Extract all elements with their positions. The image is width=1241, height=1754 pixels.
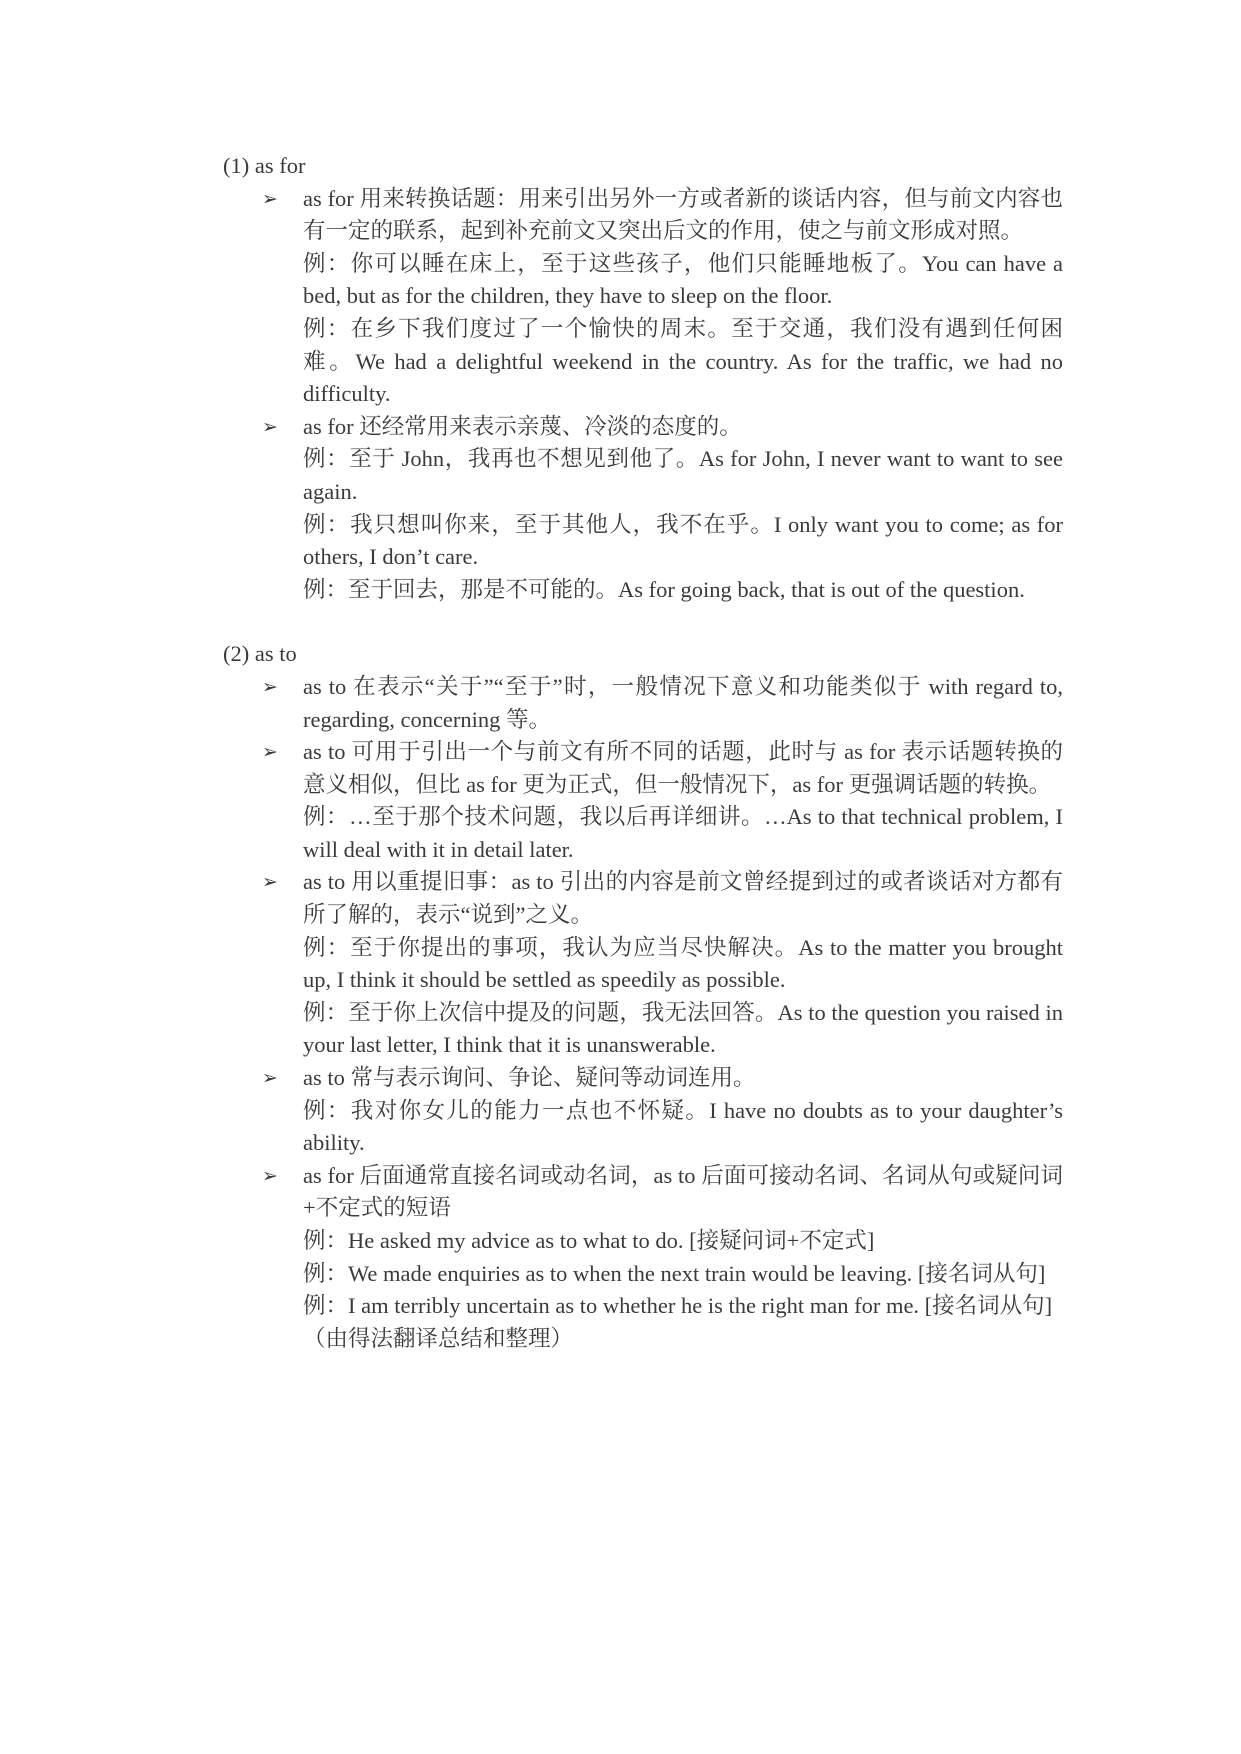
section-heading: (2) as to bbox=[223, 641, 297, 667]
list-item bbox=[223, 1160, 1063, 1323]
point-text: as for 用来转换话题：用来引出另外一方或者新的谈话内容，但与前文内容也有一定的联系，起到补充前文又突出后文的作用，使之与前文形成对照。 bbox=[303, 185, 1063, 244]
arrowhead-bullet-icon: ➢ bbox=[262, 675, 278, 698]
point-list bbox=[223, 671, 1063, 1323]
example-sentence: 例：我对你女儿的能力一点也不怀疑。I have no doubts as to your daughter’s ability. bbox=[303, 1097, 1063, 1156]
document-content bbox=[223, 150, 1063, 1355]
arrowhead-bullet-icon: ➢ bbox=[262, 415, 278, 438]
section-as-for bbox=[223, 150, 1063, 606]
arrowhead-bullet-icon: ➢ bbox=[262, 871, 278, 894]
list-item bbox=[223, 411, 1063, 607]
example-sentence: 例：至于 John，我再也不想见到他了。As for John, I never want to want to see again. bbox=[303, 446, 1063, 504]
arrowhead-bullet-icon: ➢ bbox=[262, 1067, 278, 1090]
example-sentence: 例：至于你提出的事项，我认为应当尽快解决。As to the matter you brought up, I think it should be settled as speedily as possible. bbox=[303, 934, 1063, 993]
list-item bbox=[223, 866, 1063, 1062]
section-as-to bbox=[223, 638, 1063, 1355]
example-sentence: 例：I am terribly uncertain as to whether he is the right man for me. [接名词从句] bbox=[303, 1293, 1053, 1319]
point-text: as for 还经常用来表示亲蔑、冷淡的态度的。 bbox=[303, 413, 742, 439]
example-sentence: 例：你可以睡在床上，至于这些孩子，他们只能睡地板了。You can have a bed, but as for the children, they have to sleep on the floor. bbox=[303, 250, 1063, 309]
section-heading: (1) as for bbox=[223, 153, 306, 178]
list-item bbox=[223, 183, 1063, 411]
example-sentence: 例：We made enquiries as to when the next train would be leaving. [接名词从句] bbox=[303, 1260, 1046, 1286]
example-sentence: 例：我只想叫你来，至于其他人，我不在乎。I only want you to come; as for others, I don’t care. bbox=[303, 511, 1063, 570]
point-list bbox=[223, 183, 1063, 607]
point-text: as to 常与表示询问、争论、疑问等动词连用。 bbox=[303, 1065, 756, 1091]
source-note: （由得法翻译总结和整理） bbox=[303, 1325, 574, 1351]
list-item bbox=[223, 671, 1063, 736]
arrowhead-bullet-icon: ➢ bbox=[262, 187, 278, 210]
example-sentence: 例：…至于那个技术问题，我以后再详细讲。…As to that technical problem, I will deal with it in detail later. bbox=[303, 804, 1063, 862]
point-text: as to 在表示“关于”“至于”时，一般情况下意义和功能类似于 with regard to, regarding, concerning 等。 bbox=[303, 673, 1063, 732]
example-sentence: 例：He asked my advice as to what to do. [接疑问词+不定式] bbox=[303, 1228, 875, 1253]
list-item bbox=[223, 736, 1063, 866]
point-text: as for 后面通常直接名词或动名词，as to 后面可接动名词、名词从句或疑问词+不定式的短语 bbox=[303, 1162, 1063, 1221]
arrowhead-bullet-icon: ➢ bbox=[262, 741, 278, 764]
arrowhead-bullet-icon: ➢ bbox=[262, 1164, 278, 1187]
example-sentence: 例：在乡下我们度过了一个愉快的周末。至于交通，我们没有遇到任何困难。We had a delightful weekend in the country. As for the traffic, we had no difficulty. bbox=[303, 315, 1063, 407]
example-sentence: 例：至于你上次信中提及的问题，我无法回答。As to the question you raised in your last letter, I think that it is unanswerable. bbox=[303, 999, 1063, 1058]
list-item bbox=[223, 1062, 1063, 1160]
point-text: as to 用以重提旧事：as to 引出的内容是前文曾经提到过的或者谈话对方都有所了解的，表示“说到”之义。 bbox=[303, 869, 1063, 928]
point-text: as to 可用于引出一个与前文有所不同的话题，此时与 as for 表示话题转换的意义相似，但比 as for 更为正式，但一般情况下，as for 更强调话题的转换。 bbox=[303, 739, 1063, 797]
example-sentence: 例：至于回去，那是不可能的。As for going back, that is out of the question. bbox=[303, 576, 1025, 602]
